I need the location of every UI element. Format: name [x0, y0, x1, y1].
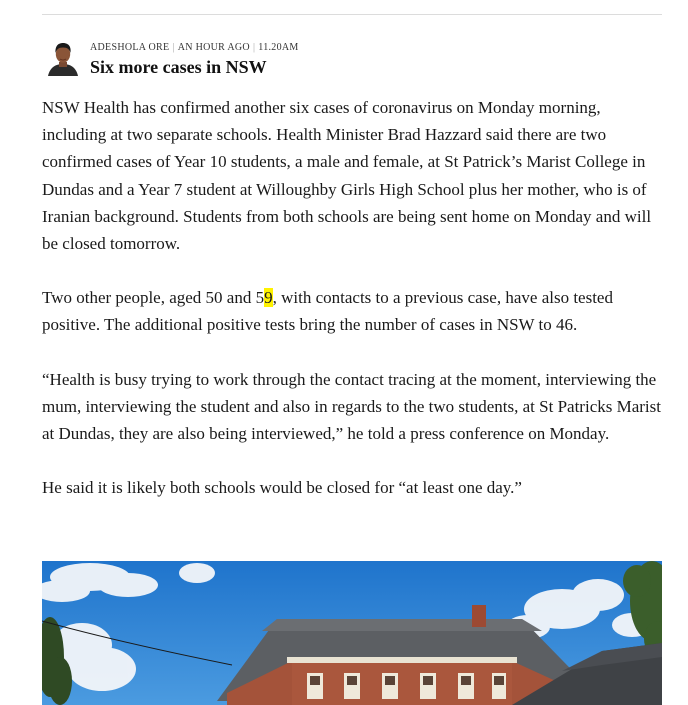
paragraph-2-text-end: , with contacts to a previous case, have also tested positive. The additional positive tests bring the number of cases in NSW to 46. — [42, 288, 613, 335]
meta-separator: | — [252, 42, 256, 53]
author-name[interactable]: ADESHOLA ORE — [90, 42, 170, 53]
paragraph-2 — [42, 284, 668, 338]
meta-separator: | — [172, 42, 175, 53]
author-avatar[interactable] — [46, 40, 80, 76]
byline-meta — [90, 42, 299, 53]
paragraph-1: NSW Health has confirmed another six cases of coronavirus on Monday morning, including at two separate schools. Health Minister Brad Hazzard said there are two confirmed cases of Year 10 students, a male and female, at St Patrick’s Marist College in Dundas and a Year 7 student at Willoughby Girls High School plus her mother, who is of Iranian background. Students from both schools are being sent home on Monday and will be closed tomorrow. — [42, 98, 652, 254]
paragraph-4: He said it is likely both schools would be closed for “at least one day.” — [42, 478, 522, 498]
top-divider — [42, 14, 662, 15]
post-byline — [42, 38, 662, 80]
post-time: 11.20AM — [258, 42, 299, 53]
paragraph-3: “Health is busy trying to work through the contact tracing at the moment, interviewing the mum, interviewing the student and also in regards to the two students, at St Patricks Marist at Dundas, they are also being interviewed,” he told a press conference on Monday. — [42, 369, 661, 444]
post-headline: Six more cases in NSW — [90, 57, 267, 77]
school-building-photo[interactable] — [42, 561, 662, 705]
highlighted-text: 9 — [264, 288, 273, 308]
article-body — [42, 94, 668, 528]
post-time-ago: AN HOUR AGO — [177, 42, 250, 53]
paragraph-2-text-start: Two other people, aged 50 and 5 — [42, 288, 265, 308]
